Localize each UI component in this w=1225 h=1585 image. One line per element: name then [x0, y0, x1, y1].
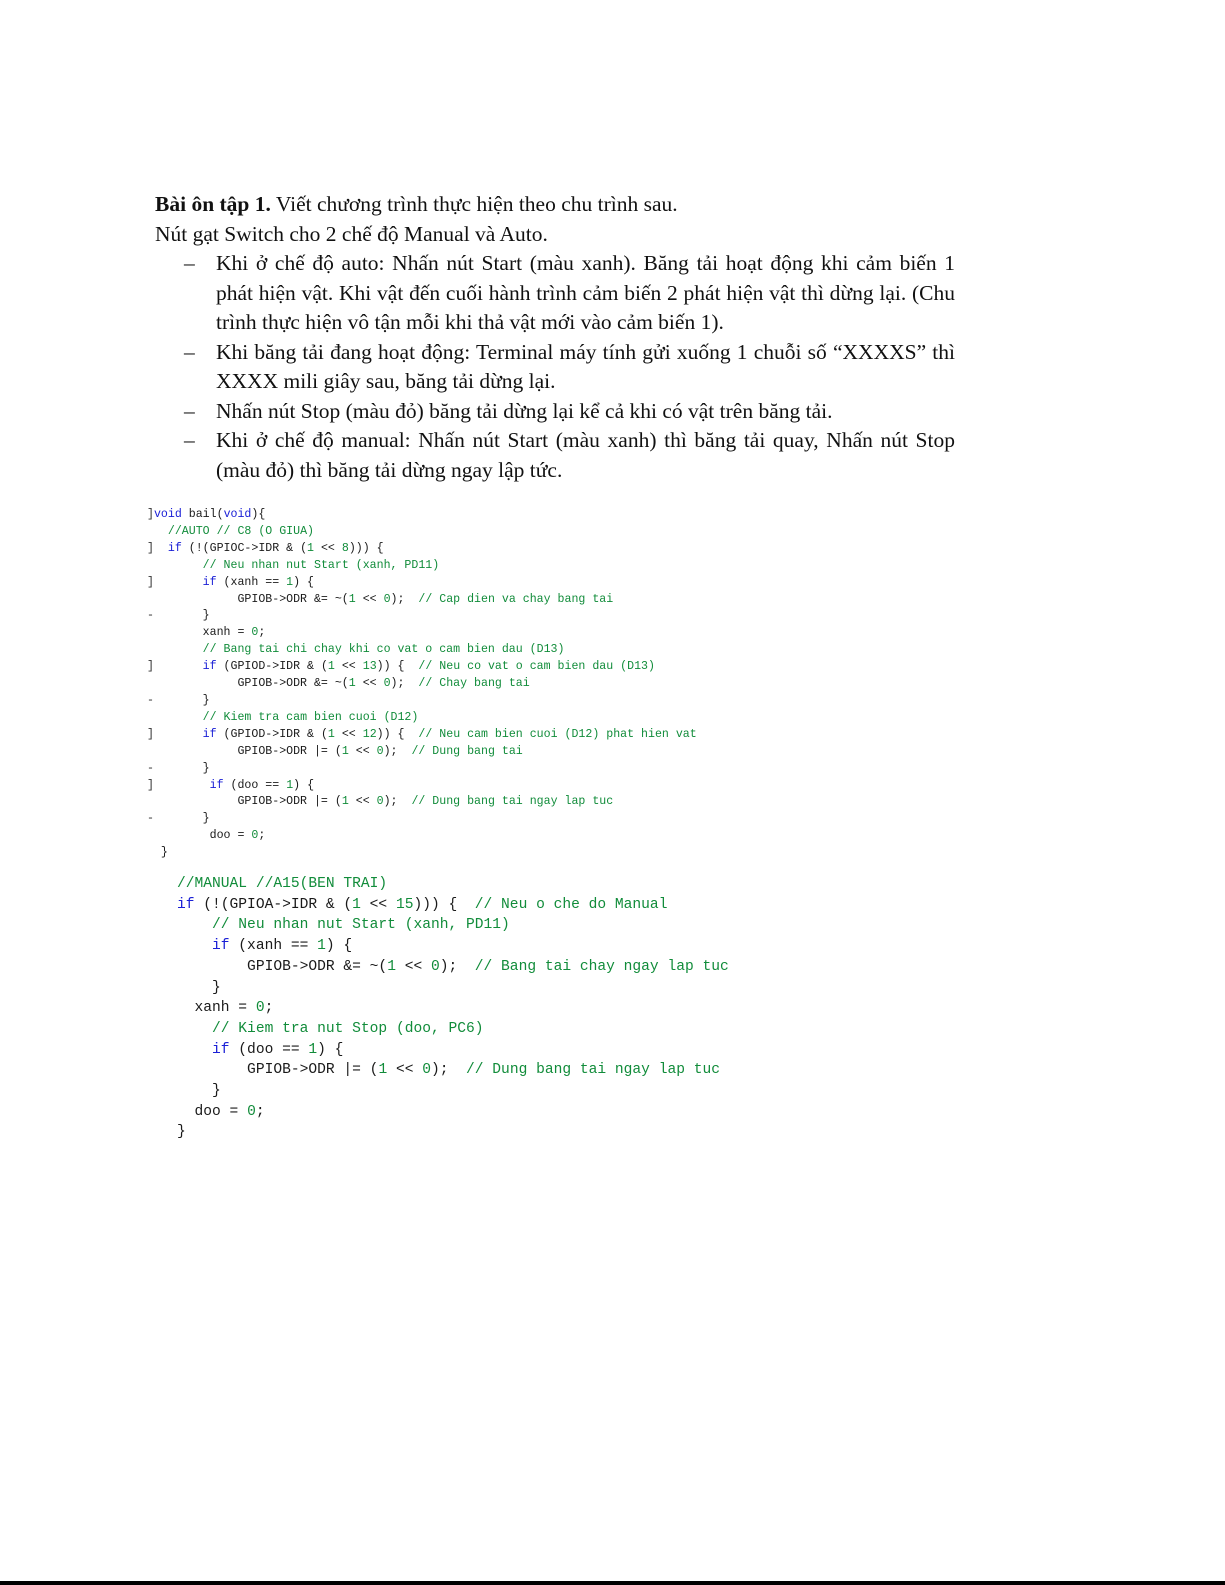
code-token: void: [223, 508, 252, 521]
code-line: [147, 642, 697, 659]
code-token: doo =: [147, 829, 252, 843]
requirement-text: Khi ở chế độ manual: Nhấn nút Start (màu xanh) thì băng tải quay, Nhấn nút Stop (màu đỏ) thì băng tải dừng ngay lập tức.: [216, 428, 955, 482]
code-token: );: [390, 592, 419, 606]
code-token: }: [153, 761, 210, 775]
code-token: );: [431, 1062, 467, 1079]
code-token: 0: [430, 958, 440, 975]
code-token: 0: [247, 1103, 256, 1120]
code-token: 13: [362, 660, 377, 674]
code-token: -: [147, 693, 154, 707]
code-token: GPIOB->ODR &= ~(: [147, 592, 349, 606]
exercise-intro: Nút gạt Switch cho 2 chế độ Manual và Auto.: [155, 221, 548, 246]
code-line: [177, 957, 729, 978]
code-token: // Dung bang tai ngay lap tuc: [466, 1062, 721, 1079]
code-token: )) {: [376, 727, 419, 741]
code-line: [147, 558, 697, 575]
code-line: [177, 936, 729, 957]
code-token: [147, 525, 168, 538]
code-token: 0: [383, 592, 391, 606]
code-token: if: [212, 1041, 230, 1058]
code-token: ){: [251, 508, 266, 521]
code-token: 1: [348, 592, 356, 606]
exercise-title-text: Viết chương trình thực hiện theo chu trình sau.: [270, 192, 678, 216]
code-token: // Dung bang tai: [411, 744, 523, 758]
bullet-dash: –: [184, 339, 195, 364]
code-token: (GPIOD->IDR & (: [216, 727, 328, 741]
code-token: ]: [147, 727, 154, 741]
code-token: 8: [341, 541, 349, 555]
code-token: ]: [147, 575, 154, 589]
code-line: [177, 1019, 729, 1040]
code-token: if: [212, 938, 230, 955]
requirement-item: [155, 426, 955, 485]
code-line: [147, 794, 697, 811]
exercise-text: [155, 190, 955, 485]
code-token: if: [209, 778, 224, 792]
code-token: 0: [251, 626, 259, 640]
code-token: // Neu nhan nut Start (xanh, PD11): [212, 917, 510, 934]
code-block-auto: [147, 507, 697, 862]
code-line: [177, 1040, 729, 1061]
code-token: xanh =: [147, 626, 252, 640]
code-token: 1: [341, 795, 349, 809]
code-token: 1: [327, 727, 335, 741]
code-token: [154, 660, 203, 673]
code-line: [177, 1060, 729, 1081]
code-token: 0: [251, 829, 259, 843]
code-token: ;: [264, 1000, 274, 1017]
code-token: 1: [378, 1062, 388, 1079]
code-token: GPIOB->ODR &= ~(: [147, 677, 349, 691]
code-token: ) {: [293, 778, 315, 792]
requirement-item: [155, 397, 955, 427]
code-token: <<: [360, 896, 396, 913]
code-token: (doo ==: [229, 1041, 309, 1058]
code-token: if: [202, 727, 217, 741]
code-token: ))) {: [413, 896, 475, 913]
code-token: [154, 728, 203, 741]
bullet-dash: –: [184, 428, 195, 452]
code-token: 0: [255, 1000, 265, 1017]
code-token: )) {: [376, 660, 419, 674]
code-token: bail(: [181, 508, 224, 521]
code-line: [177, 1102, 729, 1123]
code-token: <<: [355, 592, 384, 606]
code-token: (xanh ==: [216, 575, 287, 589]
code-token: ]: [147, 541, 154, 555]
code-token: (doo ==: [223, 778, 287, 792]
code-token: }: [153, 609, 210, 623]
code-token: if: [202, 575, 217, 589]
code-token: // Bang tai chay ngay lap tuc: [474, 958, 729, 975]
code-token: // Bang tai chi chay khi co vat o cam bien dau (D13): [202, 643, 565, 657]
code-token: if: [167, 541, 182, 555]
code-token: <<: [334, 660, 363, 674]
code-line: [147, 778, 697, 795]
code-token: 1: [387, 958, 396, 975]
code-line: [147, 845, 697, 862]
code-token: 0: [422, 1062, 431, 1079]
code-block-manual: [177, 874, 729, 1143]
code-token: 1: [348, 677, 356, 691]
code-token: ;: [258, 829, 266, 843]
code-token: -: [147, 609, 154, 623]
code-token: ;: [258, 626, 266, 640]
code-line: [177, 1081, 729, 1102]
code-token: <<: [348, 795, 377, 809]
code-token: //AUTO // C8 (O GIUA): [167, 524, 314, 538]
code-token: ]: [147, 778, 154, 792]
code-token: [147, 559, 203, 572]
code-token: 1: [308, 1041, 318, 1058]
code-line: [147, 811, 697, 828]
code-token: }: [153, 812, 210, 826]
code-line: [147, 608, 697, 625]
code-token: 12: [362, 727, 377, 741]
code-token: 0: [376, 744, 384, 758]
code-line: [147, 507, 697, 524]
code-token: 1: [286, 778, 294, 792]
code-token: // Neu nhan nut Start (xanh, PD11): [202, 558, 440, 572]
code-token: );: [439, 958, 475, 975]
code-token: // Kiem tra nut Stop (doo, PC6): [212, 1020, 484, 1037]
code-token: [147, 711, 203, 724]
bullet-dash: –: [184, 251, 195, 275]
code-token: [177, 1042, 212, 1058]
code-token: ]: [147, 508, 154, 521]
page-bottom-border: [0, 1581, 1225, 1585]
code-line: [147, 828, 697, 845]
code-token: ) {: [317, 1041, 344, 1058]
code-token: // Neu o che do Manual: [474, 896, 668, 913]
requirement-text: Khi ở chế độ auto: Nhấn nút Start (màu xanh). Băng tải hoạt động khi cảm biến 1 phát hiện vật. Khi vật đến cuối hành trình cảm biến 2 phát hiện vật thì dừng lại. (Chu trình thực hiện vô tận mỗi khi thả vật mới vào cảm biến 1).: [216, 251, 955, 334]
code-token: (!(GPIOA->IDR & (: [194, 896, 353, 913]
exercise-number: Bài ôn tập 1.: [155, 192, 271, 216]
requirement-text: Khi băng tải đang hoạt động: Terminal máy tính gửi xuống 1 chuỗi số “XXXXS” thì XXXX mili giây sau, băng tải dừng lại.: [216, 339, 955, 393]
bullet-dash: –: [184, 398, 195, 423]
code-token: // Dung bang tai ngay lap tuc: [411, 795, 614, 809]
code-token: -: [147, 761, 154, 775]
code-line: [177, 915, 729, 936]
code-token: GPIOB->ODR &= ~(: [177, 958, 388, 975]
code-token: if: [202, 660, 217, 674]
code-token: -: [147, 812, 154, 826]
code-token: <<: [355, 677, 384, 691]
requirements-list: [155, 249, 955, 485]
code-token: }: [147, 846, 168, 860]
code-token: [154, 542, 168, 555]
code-token: xanh =: [177, 1000, 256, 1017]
code-token: void: [153, 508, 182, 521]
code-line: [147, 592, 697, 609]
code-token: <<: [314, 541, 342, 555]
code-token: );: [383, 744, 412, 758]
code-token: 15: [395, 896, 414, 913]
code-token: 1: [317, 938, 326, 955]
code-token: ;: [255, 1103, 265, 1120]
code-token: 1: [341, 744, 349, 758]
code-token: }: [177, 1083, 221, 1100]
code-token: [177, 938, 212, 954]
code-token: ))) {: [348, 541, 384, 555]
requirement-item: [155, 249, 955, 338]
code-token: ) {: [293, 575, 315, 589]
code-token: <<: [334, 727, 363, 741]
code-token: <<: [387, 1062, 423, 1079]
code-line: [147, 524, 697, 541]
exercise-title: [155, 190, 955, 220]
code-token: <<: [348, 744, 377, 758]
code-token: );: [383, 795, 412, 809]
code-line: [177, 998, 729, 1019]
code-token: if: [177, 896, 195, 913]
code-token: (!(GPIOC->IDR & (: [181, 541, 308, 555]
code-token: 1: [286, 575, 294, 589]
code-token: GPIOB->ODR |= (: [147, 744, 342, 758]
code-token: }: [153, 693, 210, 707]
code-line: [147, 727, 697, 744]
code-line: [147, 761, 697, 778]
code-token: [177, 917, 212, 933]
code-token: [177, 1021, 212, 1037]
code-token: // Chay bang tai: [418, 677, 530, 691]
code-token: 1: [352, 896, 361, 913]
code-line: [147, 575, 697, 592]
code-line: [177, 1122, 729, 1143]
code-line: [177, 895, 729, 916]
code-token: GPIOB->ODR |= (: [177, 1062, 379, 1079]
code-token: // Neu cam bien cuoi (D12) phat hien vat: [418, 727, 697, 741]
code-token: }: [177, 979, 221, 996]
code-token: // Neu co vat o cam bien dau (D13): [418, 660, 655, 674]
code-line: [147, 744, 697, 761]
code-token: ) {: [325, 938, 353, 955]
code-token: 1: [327, 660, 335, 674]
requirement-item: [155, 338, 955, 397]
code-line: [147, 693, 697, 710]
code-token: //MANUAL //A15(BEN TRAI): [177, 876, 388, 892]
code-token: // Kiem tra cam bien cuoi (D12): [202, 710, 419, 724]
code-token: doo =: [177, 1103, 248, 1120]
code-line: [147, 676, 697, 693]
code-token: 0: [376, 795, 384, 809]
code-token: // Cap dien va chay bang tai: [418, 592, 614, 606]
code-token: (GPIOD->IDR & (: [216, 660, 328, 674]
code-line: [177, 978, 729, 999]
code-token: (xanh ==: [229, 938, 318, 955]
code-token: [154, 576, 203, 589]
code-token: 0: [383, 677, 391, 691]
code-token: 1: [307, 541, 315, 555]
code-token: }: [177, 1124, 186, 1141]
requirement-text: Nhấn nút Stop (màu đỏ) băng tải dừng lại kể cả khi có vật trên băng tải.: [216, 398, 833, 423]
code-line: [177, 874, 729, 895]
code-token: ]: [147, 660, 154, 674]
code-token: GPIOB->ODR |= (: [147, 795, 342, 809]
code-line: [147, 625, 697, 642]
code-line: [147, 710, 697, 727]
code-token: );: [390, 677, 419, 691]
code-line: [147, 541, 697, 558]
code-token: [154, 779, 210, 792]
code-token: <<: [395, 958, 431, 975]
code-line: [147, 659, 697, 676]
code-token: [147, 643, 203, 656]
